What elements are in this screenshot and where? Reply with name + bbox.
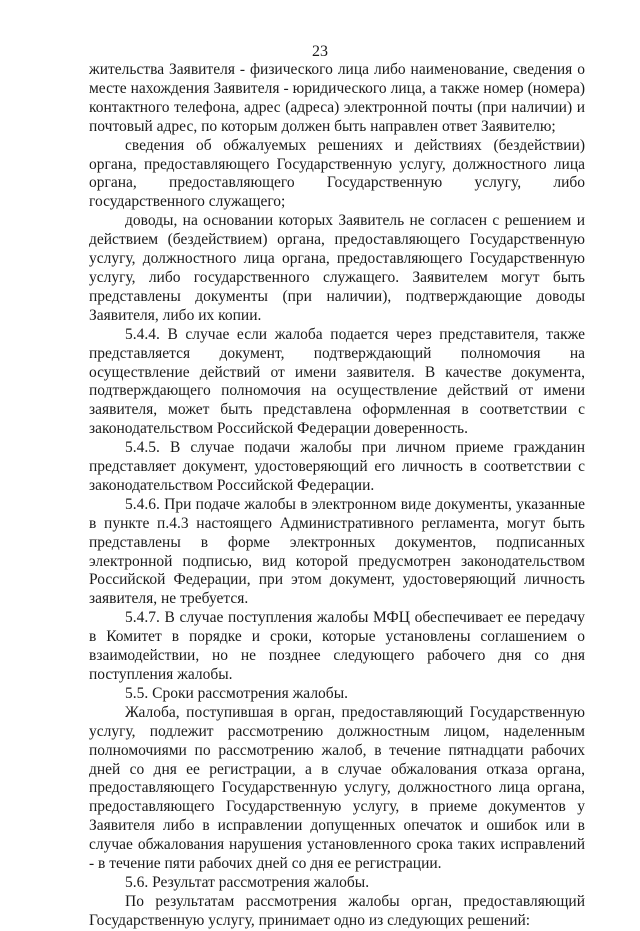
section-heading-5-5: 5.5. Сроки рассмотрения жалобы.: [125, 684, 348, 702]
paragraph-5-4-6: 5.4.6. При подаче жалобы в электронном виде документы, указанные в пункте п.4.3 настоящего Административного регламента, могут быть представлены в форме электронных документов, подписанных электронной подписью, вид которой предусмотрен законодательством Российской Федерации, при этом документ, удостоверяющий личность заявителя, не требуется.: [89, 495, 585, 608]
paragraph-5-4-4: 5.4.4. В случае если жалоба подается через представителя, также представляется документ, подтверждающий полномочия на осуществление действий от имени заявителя. В качестве документа, подтверждающего полномочия на осуществление действий от имени заявителя, может быть представлена оформленная в соответствии с законодательством Российской Федерации доверенность.: [89, 325, 585, 438]
paragraph-arguments: доводы, на основании которых Заявитель не согласен с решением и действием (бездействием) органа, предоставляющего Государственную услугу, должностного лица органа, предоставляющего Государственную услугу, либо государственного служащего. Заявителем могут быть представлены документы (при наличии), подтверждающие доводы Заявителя, либо их копии.: [89, 212, 585, 324]
section-heading-5-6: 5.6. Результат рассмотрения жалобы.: [125, 873, 370, 891]
paragraph-5-4-5: 5.4.5. В случае подачи жалобы при личном приеме гражданин представляет документ, удостоверяющий его личность в соответствии с законодательством Российской Федерации.: [89, 439, 585, 494]
paragraph-appealed-decisions: сведения об обжалуемых решениях и действиях (бездействии) органа, предоставляющего Государственную услугу, должностного лица органа, предоставляющего Государственную услугу, либо государственного служащего;: [89, 136, 585, 211]
page-number: 23: [312, 43, 328, 60]
paragraph-review-terms: Жалоба, поступившая в орган, предоставляющий Государственную услугу, подлежит рассмотрению должностным лицом, наделенным полномочиями по рассмотрению жалоб, в течение пятнадцати рабочих дней со дня ее регистрации, а в случае обжалования отказа органа, предоставляющего Государственную услугу, должностного лица органа, предоставляющего Государственную услугу, в приеме документов у Заявителя либо в исправлении допущенных опечаток и ошибок или в случае обжалования нарушения установленного срока таких исправлений - в течение пяти рабочих дней со дня ее регистрации.: [89, 703, 585, 873]
paragraph-applicant-address: жительства Заявителя - физического лица либо наименование, сведения о месте нахождения Заявителя - юридического лица, а также номер (номера) контактного телефона, адрес (адреса) электронной почты (при наличии) и почтовый адрес, по которым должен быть направлен ответ Заявителю;: [89, 61, 585, 135]
paragraph-review-result: По результатам рассмотрения жалобы орган, предоставляющий Государственную услугу, принимает одно из следующих решений:: [89, 892, 585, 929]
paragraph-5-4-7: 5.4.7. В случае поступления жалобы МФЦ обеспечивает ее передачу в Комитет в порядке и сроки, которые установлены соглашением о взаимодействии, но не позднее следующего рабочего дня со дня поступления жалобы.: [89, 609, 585, 683]
document-body: [89, 61, 585, 931]
